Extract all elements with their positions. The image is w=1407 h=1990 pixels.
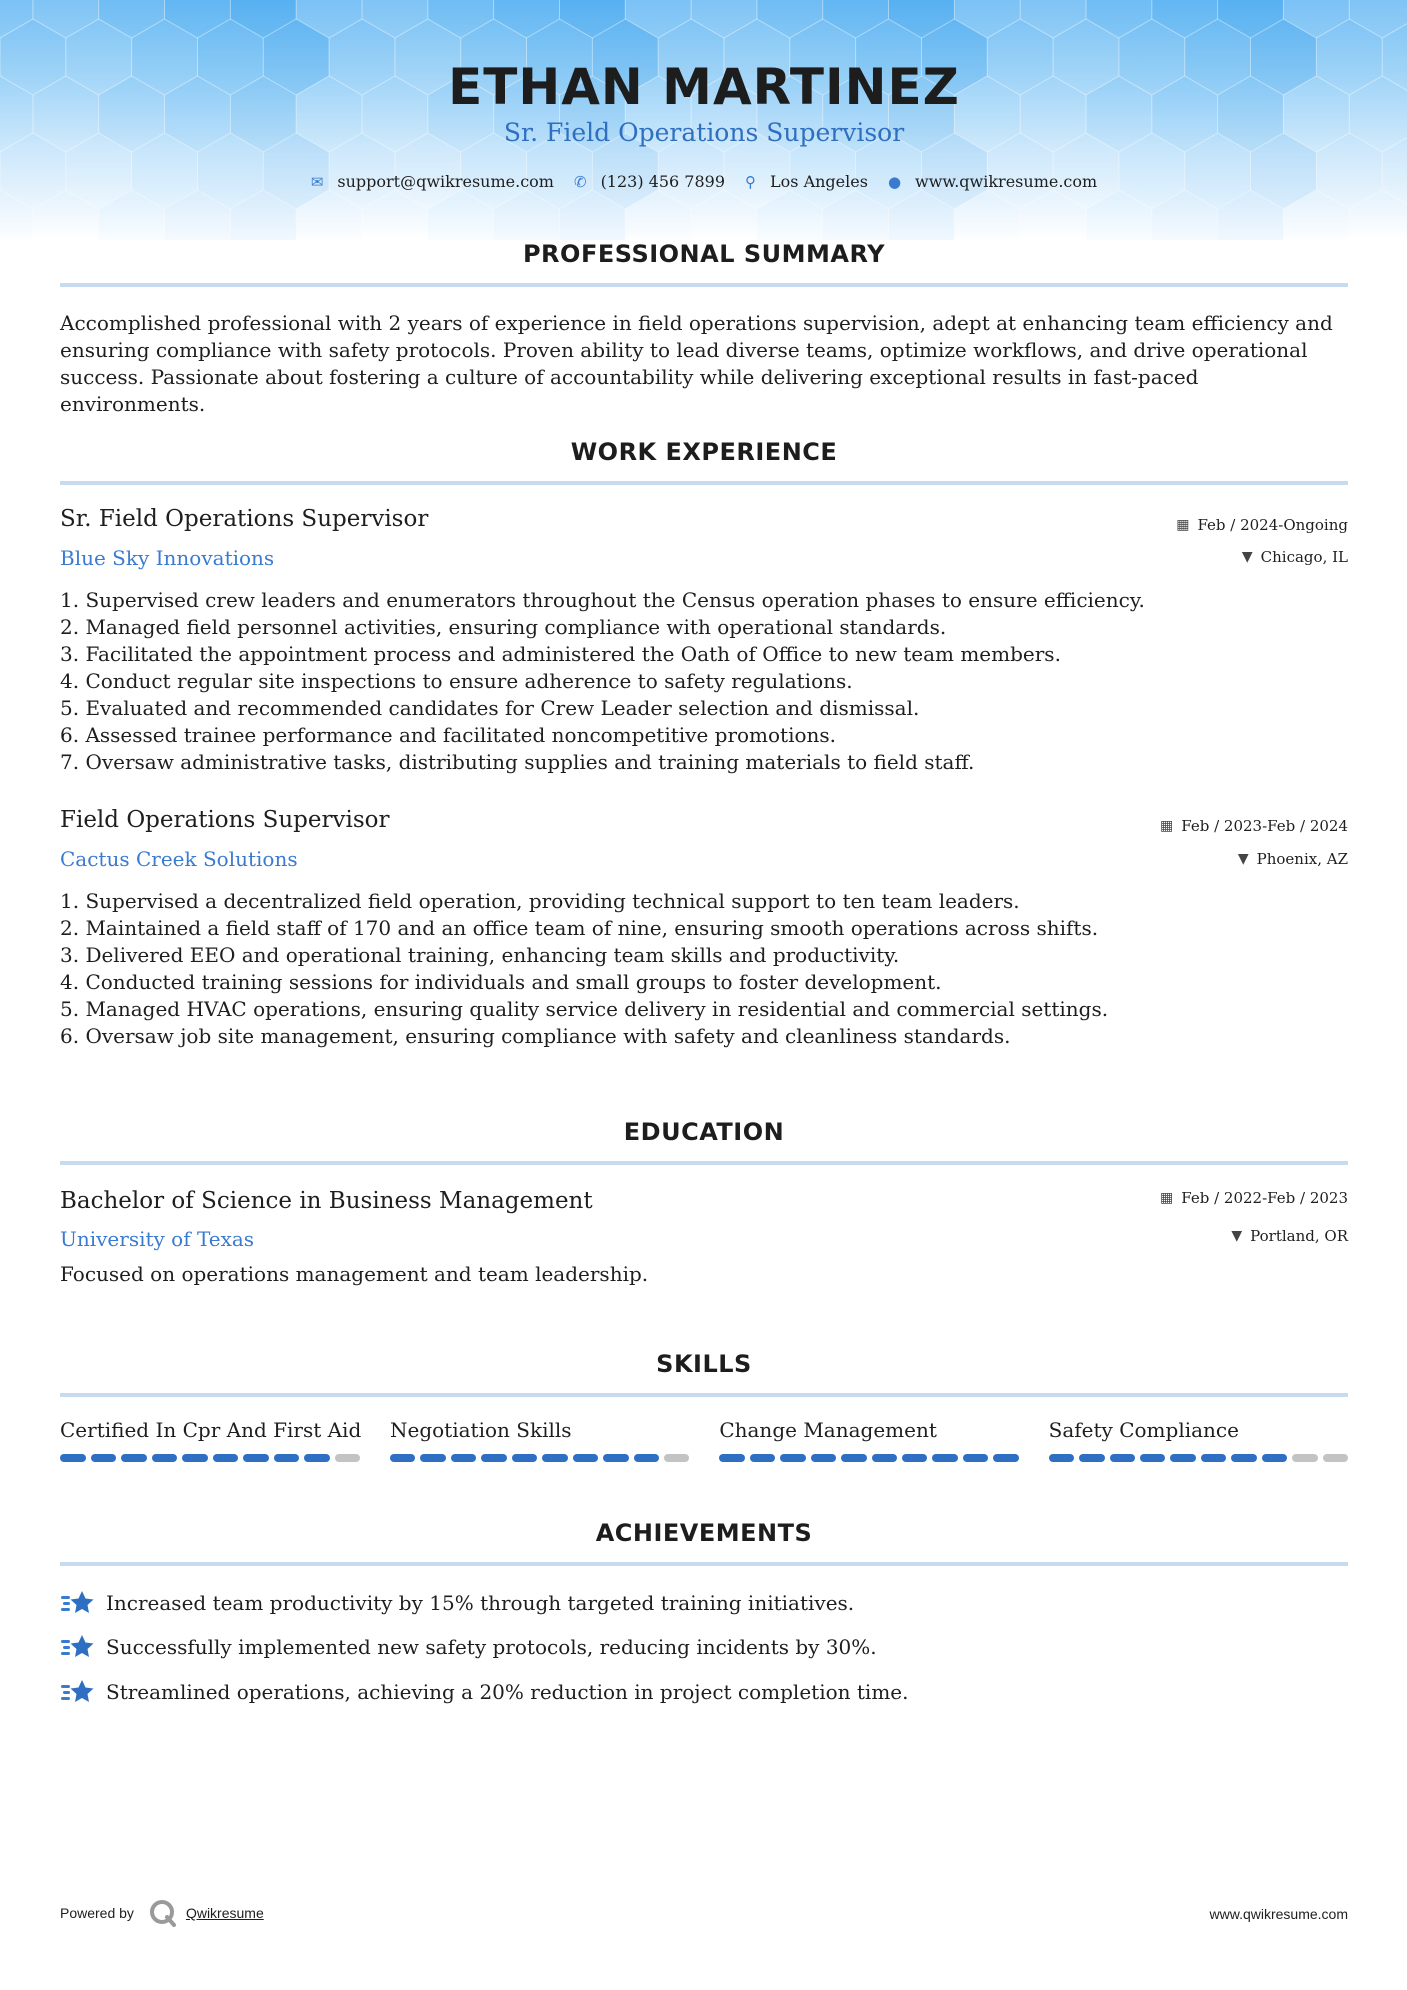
calendar-icon: ▦ [1160,818,1174,834]
school-name: University of Texas [60,1227,255,1251]
skill-level-segment [390,1454,415,1462]
skill-name: Negotiation Skills [390,1418,572,1442]
candidate-role: Sr. Field Operations Supervisor [503,118,905,147]
brand-link[interactable]: Qwikresume [185,1905,264,1921]
list-item: 2. Maintained a field staff of 170 and an office team of nine, ensuring smooth operations across shifts. [60,916,1099,940]
section-divider [60,1393,1348,1397]
list-item: 3. Facilitated the appointment process and administered the Oath of Office to new team members. [60,642,1061,666]
skill-level-bar [390,1454,689,1462]
list-item: 1. Supervised a decentralized field operation, providing technical support to ten team leaders. [60,889,1020,913]
skill-level-segment [719,1454,744,1462]
education-dates-text: Feb / 2022-Feb / 2023 [1181,1189,1348,1207]
pushpin-icon: ▼ [1237,851,1249,867]
skill-level-segment [121,1454,147,1462]
skill-level-segment [91,1454,117,1462]
job-bullets [60,888,1348,1050]
skill-name: Change Management [719,1418,937,1442]
contact-email[interactable] [311,172,554,191]
skill-level-segment [1323,1454,1348,1462]
skill-level-segment [60,1454,86,1462]
skill-item [1049,1418,1348,1462]
skill-level-segment [420,1454,445,1462]
achievement-item [60,1633,877,1661]
job-location-text: Phoenix, AZ [1256,850,1348,868]
skill-level-bar [1049,1454,1348,1462]
section-divider [60,1161,1348,1165]
list-item: 6. Assessed trainee performance and facilitated noncompetitive promotions. [60,723,837,747]
skill-level-segment [512,1454,537,1462]
pushpin-icon: ▼ [1231,1228,1243,1244]
skill-level-segment [932,1454,957,1462]
powered-by-label: Powered by [60,1905,134,1921]
contact-email-text: support@qwikresume.com [337,172,554,191]
skill-item [719,1418,1018,1462]
skill-level-segment [213,1454,239,1462]
skill-level-segment [1140,1454,1165,1462]
section-title-skills: SKILLS [656,1350,752,1378]
contact-location [745,172,868,191]
achievement-item [60,1678,908,1706]
skill-level-segment [1079,1454,1104,1462]
job-dates [1160,817,1348,835]
list-item: 7. Oversaw administrative tasks, distributing supplies and training materials to field staff. [60,750,975,774]
skill-level-segment [1292,1454,1317,1462]
footer-powered-by [60,1898,264,1928]
skill-level-segment [902,1454,927,1462]
section-divider [60,283,1348,287]
skill-level-segment [1170,1454,1195,1462]
skills-grid [60,1418,1348,1462]
skill-level-segment [481,1454,506,1462]
company-name: Blue Sky Innovations [60,546,275,570]
skill-level-segment [603,1454,628,1462]
skill-level-segment [872,1454,897,1462]
education-description: Focused on operations management and team leadership. [60,1262,649,1286]
job-location [1238,850,1348,868]
qwikresume-logo-icon [148,1898,178,1928]
job-title: Field Operations Supervisor [60,807,390,833]
skill-level-segment [542,1454,567,1462]
achievement-item [60,1589,854,1617]
phone-icon: ✆ [573,172,587,191]
calendar-icon: ▦ [1160,1190,1174,1206]
envelope-icon: ✉ [310,172,324,191]
degree-title: Bachelor of Science in Business Management [60,1188,593,1214]
contact-bar [60,172,1348,191]
section-title-summary: PROFESSIONAL SUMMARY [522,240,886,268]
skill-level-segment [811,1454,836,1462]
list-item: 1. Supervised crew leaders and enumerators throughout the Census operation phases to ensure efficiency. [60,588,1145,612]
skill-level-segment [1049,1454,1074,1462]
job-location [1242,548,1348,566]
section-divider [60,1562,1348,1566]
list-item: 3. Delivered EEO and operational training, enhancing team skills and productivity. [60,943,900,967]
job-location-text: Chicago, IL [1260,548,1348,566]
education-location-text: Portland, OR [1250,1227,1348,1245]
skill-level-bar [60,1454,360,1462]
section-title-education: EDUCATION [623,1118,785,1146]
skill-level-segment [304,1454,330,1462]
star-badge-icon [60,1678,96,1706]
contact-location-text: Los Angeles [770,172,868,191]
skill-level-segment [1231,1454,1256,1462]
list-item: 2. Managed field personnel activities, ensuring compliance with operational standards. [60,615,947,639]
education-dates [1160,1189,1348,1207]
contact-phone[interactable] [574,172,725,191]
skill-level-bar [719,1454,1018,1462]
achievement-text: Increased team productivity by 15% through targeted training initiatives. [106,1591,855,1615]
list-item: 5. Evaluated and recommended candidates for Crew Leader selection and dismissal. [60,696,920,720]
pushpin-icon: ▼ [1241,549,1253,565]
job-dates [1176,516,1348,534]
education-location [1231,1227,1348,1245]
skill-level-segment [750,1454,775,1462]
contact-website-text: www.qwikresume.com [915,172,1098,191]
section-title-achievements: ACHIEVEMENTS [595,1519,813,1547]
skill-level-segment [634,1454,659,1462]
skill-level-segment [1201,1454,1226,1462]
summary-text: Accomplished professional with 2 years of experience in field operations supervision, adept at enhancing team efficiency and ensuring compliance with safety protocols. Proven ability to lead diverse teams, optimize workflows, and drive operational success. Passionate about fostering a culture of accountability while delivering exceptional results in fast-paced environments. [60,311,1333,416]
skill-level-segment [780,1454,805,1462]
job-dates-text: Feb / 2024-Ongoing [1197,516,1348,534]
skill-level-segment [993,1454,1018,1462]
achievement-text: Successfully implemented new safety protocols, reducing incidents by 30%. [106,1635,877,1659]
list-item: 5. Managed HVAC operations, ensuring quality service delivery in residential and commercial settings. [60,997,1109,1021]
contact-phone-text: (123) 456 7899 [600,172,726,191]
skill-item [60,1418,360,1462]
skill-level-segment [1262,1454,1287,1462]
section-title-experience: WORK EXPERIENCE [570,438,838,466]
list-item: 6. Oversaw job site management, ensuring compliance with safety and cleanliness standards. [60,1024,1011,1048]
achievement-text: Streamlined operations, achieving a 20% reduction in project completion time. [106,1680,909,1704]
skill-level-segment [182,1454,208,1462]
skill-level-segment [243,1454,269,1462]
footer-url[interactable]: www.qwikresume.com [1209,1906,1348,1922]
candidate-name: ETHAN MARTINEZ [448,58,960,116]
contact-website[interactable] [888,172,1097,191]
calendar-icon: ▦ [1176,517,1190,533]
skill-level-segment [573,1454,598,1462]
job-bullets [60,587,1348,776]
skill-level-segment [841,1454,866,1462]
section-divider [60,481,1348,485]
skill-name: Certified In Cpr And First Aid [60,1418,362,1442]
star-badge-icon [60,1589,96,1617]
skill-level-segment [274,1454,300,1462]
skill-level-segment [451,1454,476,1462]
skill-level-segment [1110,1454,1135,1462]
skill-name: Safety Compliance [1048,1418,1239,1442]
skill-level-segment [152,1454,178,1462]
skill-level-segment [335,1454,361,1462]
list-item: 4. Conducted training sessions for individuals and small groups to foster development. [60,970,942,994]
job-title: Sr. Field Operations Supervisor [60,506,429,532]
skill-level-segment [963,1454,988,1462]
skill-level-segment [664,1454,689,1462]
skill-item [390,1418,689,1462]
map-marker-icon: ⚲ [745,172,757,191]
globe-icon: ● [887,172,902,191]
list-item: 4. Conduct regular site inspections to ensure adherence to safety regulations. [60,669,853,693]
company-name: Cactus Creek Solutions [60,847,298,871]
job-dates-text: Feb / 2023-Feb / 2024 [1181,817,1348,835]
star-badge-icon [60,1633,96,1661]
